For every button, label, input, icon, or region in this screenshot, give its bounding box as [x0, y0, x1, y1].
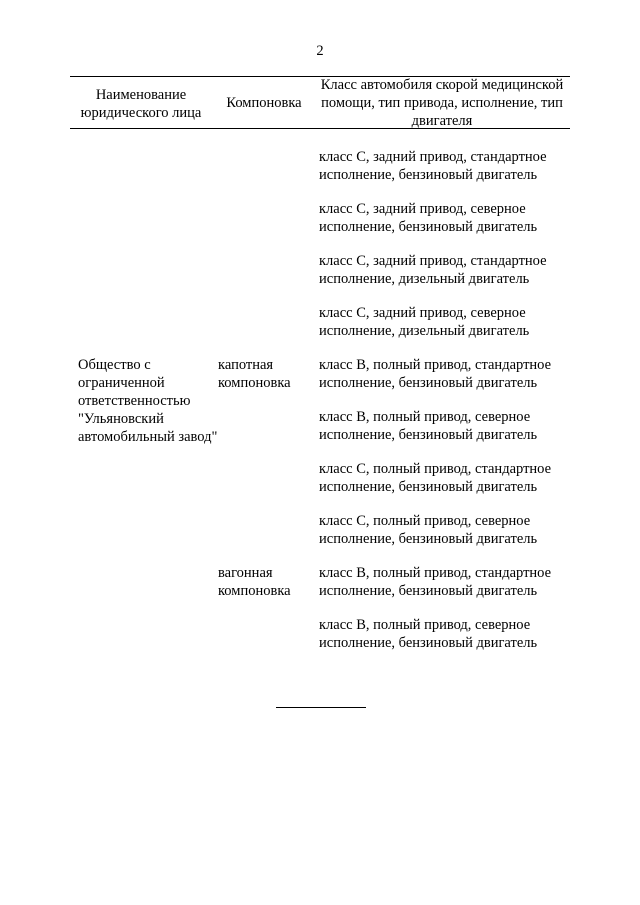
vehicle-class-item: класс В, полный привод, северное исполнение, бензиновый двигатель [319, 617, 538, 651]
vehicle-class-item: класс С, полный привод, стандартное исполнение, бензиновый двигатель [319, 461, 552, 495]
end-of-document-rule [276, 707, 366, 708]
header-entity-name: Наименование юридического лица [80, 87, 202, 121]
vehicle-class-item: класс В, полный привод, северное исполнение, бензиновый двигатель [319, 409, 538, 443]
vehicle-class-item: класс С, задний привод, стандартное исполнение, дизельный двигатель [319, 253, 547, 287]
vehicle-class-item: класс В, полный привод, стандартное исполнение, бензиновый двигатель [319, 357, 552, 391]
header-vehicle-class: Класс автомобиля скорой медицинской помощи, тип привода, исполнение, тип двигателя [320, 77, 564, 129]
layout-cell-wagon: вагонная компоновка [218, 565, 291, 599]
vehicle-class-item: класс С, полный привод, северное исполнение, бензиновый двигатель [319, 513, 538, 547]
vehicle-class-item: класс С, задний привод, северное исполнение, дизельный двигатель [319, 305, 530, 339]
page-number: 2 [316, 43, 324, 59]
entity-name-cell: Общество с ограниченной ответственностью "Ульяновский автомобильный завод" [78, 357, 218, 445]
vehicle-class-item: класс В, полный привод, стандартное исполнение, бензиновый двигатель [319, 565, 552, 599]
vehicle-class-item: класс С, задний привод, стандартное исполнение, бензиновый двигатель [319, 149, 547, 183]
header-layout: Компоновка [226, 95, 302, 111]
layout-cell-hood: капотная компоновка [218, 357, 291, 391]
table-header-rule [70, 128, 570, 129]
vehicle-class-item: класс С, задний привод, северное исполнение, бензиновый двигатель [319, 201, 538, 235]
